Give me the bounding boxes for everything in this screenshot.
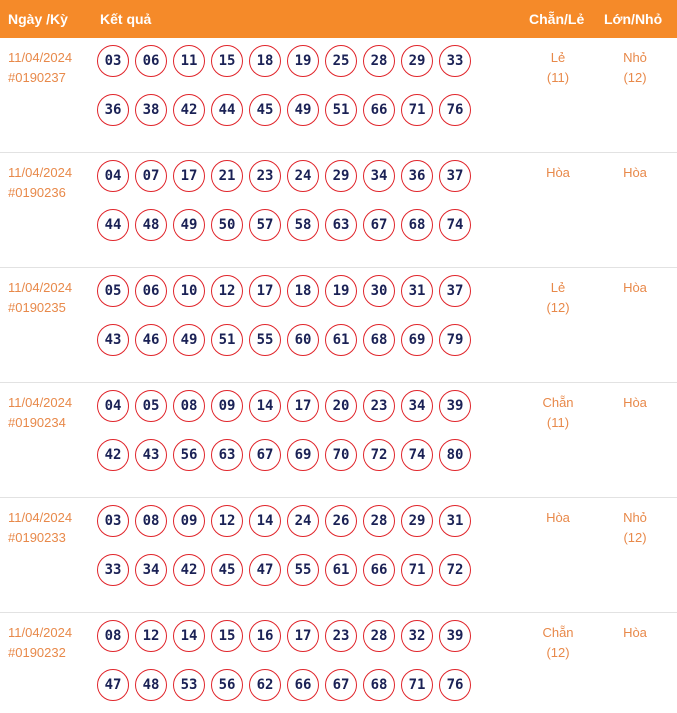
number-ball: 74 bbox=[401, 439, 433, 471]
number-ball: 62 bbox=[249, 669, 281, 701]
number-ball: 14 bbox=[249, 505, 281, 537]
result-balls bbox=[97, 160, 477, 241]
number-ball: 69 bbox=[401, 324, 433, 356]
number-ball: 47 bbox=[249, 554, 281, 586]
number-ball: 47 bbox=[97, 669, 129, 701]
draw-period: #0190233 bbox=[8, 530, 66, 545]
size-cell bbox=[605, 623, 665, 643]
table-row bbox=[0, 153, 677, 268]
number-ball: 76 bbox=[439, 94, 471, 126]
result-balls bbox=[97, 390, 477, 471]
number-ball: 39 bbox=[439, 390, 471, 422]
draw-period: #0190234 bbox=[8, 415, 66, 430]
parity-cell bbox=[528, 623, 588, 663]
number-ball: 36 bbox=[401, 160, 433, 192]
number-ball: 49 bbox=[173, 324, 205, 356]
number-ball: 68 bbox=[363, 324, 395, 356]
number-ball: 14 bbox=[173, 620, 205, 652]
number-ball: 79 bbox=[439, 324, 471, 356]
number-ball: 74 bbox=[439, 209, 471, 241]
number-ball: 29 bbox=[401, 45, 433, 77]
parity-value: Lẻ bbox=[550, 50, 566, 65]
number-ball: 05 bbox=[135, 390, 167, 422]
number-ball: 29 bbox=[401, 505, 433, 537]
date-cell bbox=[8, 393, 72, 433]
number-ball: 43 bbox=[97, 324, 129, 356]
number-ball: 80 bbox=[439, 439, 471, 471]
number-ball: 55 bbox=[249, 324, 281, 356]
number-ball: 68 bbox=[363, 669, 395, 701]
number-ball: 32 bbox=[401, 620, 433, 652]
number-ball: 18 bbox=[249, 45, 281, 77]
draw-date: 11/04/2024 bbox=[8, 510, 73, 525]
number-ball: 42 bbox=[173, 94, 205, 126]
parity-count: (12) bbox=[546, 300, 570, 315]
parity-value: Chẵn bbox=[542, 625, 574, 640]
number-ball: 04 bbox=[97, 390, 129, 422]
number-ball: 55 bbox=[287, 554, 319, 586]
number-ball: 49 bbox=[173, 209, 205, 241]
number-ball: 56 bbox=[173, 439, 205, 471]
number-ball: 38 bbox=[135, 94, 167, 126]
number-ball: 28 bbox=[363, 45, 395, 77]
number-ball: 19 bbox=[287, 45, 319, 77]
table-row bbox=[0, 38, 677, 153]
draw-date: 11/04/2024 bbox=[8, 625, 73, 640]
number-ball: 45 bbox=[249, 94, 281, 126]
date-cell bbox=[8, 48, 72, 88]
size-value: Nhỏ bbox=[623, 50, 647, 65]
date-cell bbox=[8, 623, 72, 663]
number-ball: 43 bbox=[135, 439, 167, 471]
results-table bbox=[0, 38, 677, 713]
number-ball: 28 bbox=[363, 505, 395, 537]
table-row bbox=[0, 383, 677, 498]
number-ball: 19 bbox=[325, 275, 357, 307]
number-ball: 44 bbox=[211, 94, 243, 126]
number-ball: 57 bbox=[249, 209, 281, 241]
number-ball: 71 bbox=[401, 94, 433, 126]
number-ball: 63 bbox=[325, 209, 357, 241]
draw-date: 11/04/2024 bbox=[8, 395, 73, 410]
number-ball: 50 bbox=[211, 209, 243, 241]
parity-cell bbox=[528, 508, 588, 528]
draw-date: 11/04/2024 bbox=[8, 50, 73, 65]
number-ball: 72 bbox=[363, 439, 395, 471]
number-ball: 03 bbox=[97, 505, 129, 537]
number-ball: 09 bbox=[173, 505, 205, 537]
size-value: Hòa bbox=[623, 395, 647, 410]
number-ball: 51 bbox=[211, 324, 243, 356]
number-ball: 23 bbox=[249, 160, 281, 192]
number-ball: 24 bbox=[287, 160, 319, 192]
number-ball: 18 bbox=[287, 275, 319, 307]
number-ball: 06 bbox=[135, 275, 167, 307]
number-ball: 60 bbox=[287, 324, 319, 356]
number-ball: 58 bbox=[287, 209, 319, 241]
number-ball: 26 bbox=[325, 505, 357, 537]
number-ball: 14 bbox=[249, 390, 281, 422]
size-value: Hòa bbox=[623, 625, 647, 640]
number-ball: 30 bbox=[363, 275, 395, 307]
number-ball: 23 bbox=[363, 390, 395, 422]
number-ball: 10 bbox=[173, 275, 205, 307]
number-ball: 51 bbox=[325, 94, 357, 126]
table-row bbox=[0, 268, 677, 383]
number-ball: 49 bbox=[287, 94, 319, 126]
number-ball: 37 bbox=[439, 160, 471, 192]
number-ball: 28 bbox=[363, 620, 395, 652]
number-ball: 12 bbox=[211, 505, 243, 537]
number-ball: 15 bbox=[211, 620, 243, 652]
size-cell bbox=[605, 508, 665, 548]
table-row bbox=[0, 613, 677, 713]
number-ball: 67 bbox=[249, 439, 281, 471]
table-row bbox=[0, 498, 677, 613]
draw-period: #0190237 bbox=[8, 70, 66, 85]
header-parity: Chẵn/Lẻ bbox=[529, 11, 585, 27]
header-date: Ngày /Kỳ bbox=[8, 11, 68, 27]
draw-date: 11/04/2024 bbox=[8, 280, 73, 295]
draw-date: 11/04/2024 bbox=[8, 165, 73, 180]
number-ball: 33 bbox=[97, 554, 129, 586]
number-ball: 04 bbox=[97, 160, 129, 192]
parity-count: (11) bbox=[546, 70, 570, 85]
number-ball: 17 bbox=[287, 390, 319, 422]
date-cell bbox=[8, 278, 72, 318]
size-cell bbox=[605, 278, 665, 298]
number-ball: 67 bbox=[325, 669, 357, 701]
number-ball: 31 bbox=[401, 275, 433, 307]
number-ball: 09 bbox=[211, 390, 243, 422]
number-ball: 12 bbox=[211, 275, 243, 307]
draw-period: #0190235 bbox=[8, 300, 66, 315]
parity-cell bbox=[528, 393, 588, 433]
draw-period: #0190236 bbox=[8, 185, 66, 200]
number-ball: 44 bbox=[97, 209, 129, 241]
number-ball: 66 bbox=[363, 554, 395, 586]
number-ball: 67 bbox=[363, 209, 395, 241]
number-ball: 72 bbox=[439, 554, 471, 586]
number-ball: 12 bbox=[135, 620, 167, 652]
size-cell bbox=[605, 48, 665, 88]
number-ball: 24 bbox=[287, 505, 319, 537]
number-ball: 17 bbox=[287, 620, 319, 652]
number-ball: 66 bbox=[363, 94, 395, 126]
parity-count: (11) bbox=[546, 415, 570, 430]
number-ball: 23 bbox=[325, 620, 357, 652]
number-ball: 08 bbox=[173, 390, 205, 422]
parity-cell bbox=[528, 278, 588, 318]
size-value: Nhỏ bbox=[623, 510, 647, 525]
number-ball: 34 bbox=[135, 554, 167, 586]
number-ball: 16 bbox=[249, 620, 281, 652]
number-ball: 69 bbox=[287, 439, 319, 471]
number-ball: 48 bbox=[135, 669, 167, 701]
size-count: (12) bbox=[623, 70, 647, 85]
draw-period: #0190232 bbox=[8, 645, 66, 660]
number-ball: 46 bbox=[135, 324, 167, 356]
parity-value: Chẵn bbox=[542, 395, 574, 410]
number-ball: 05 bbox=[97, 275, 129, 307]
number-ball: 15 bbox=[211, 45, 243, 77]
number-ball: 17 bbox=[249, 275, 281, 307]
number-ball: 07 bbox=[135, 160, 167, 192]
number-ball: 71 bbox=[401, 554, 433, 586]
number-ball: 36 bbox=[97, 94, 129, 126]
size-value: Hòa bbox=[623, 165, 647, 180]
number-ball: 61 bbox=[325, 324, 357, 356]
number-ball: 34 bbox=[401, 390, 433, 422]
header-result: Kết quả bbox=[100, 11, 152, 27]
header-size: Lớn/Nhỏ bbox=[604, 11, 663, 27]
number-ball: 11 bbox=[173, 45, 205, 77]
number-ball: 29 bbox=[325, 160, 357, 192]
size-cell bbox=[605, 163, 665, 183]
parity-value: Hòa bbox=[546, 510, 570, 525]
number-ball: 63 bbox=[211, 439, 243, 471]
number-ball: 61 bbox=[325, 554, 357, 586]
number-ball: 34 bbox=[363, 160, 395, 192]
number-ball: 66 bbox=[287, 669, 319, 701]
number-ball: 56 bbox=[211, 669, 243, 701]
number-ball: 71 bbox=[401, 669, 433, 701]
number-ball: 53 bbox=[173, 669, 205, 701]
number-ball: 31 bbox=[439, 505, 471, 537]
parity-value: Hòa bbox=[546, 165, 570, 180]
date-cell bbox=[8, 508, 72, 548]
result-balls bbox=[97, 45, 477, 126]
date-cell bbox=[8, 163, 72, 203]
parity-cell bbox=[528, 163, 588, 183]
number-ball: 45 bbox=[211, 554, 243, 586]
number-ball: 37 bbox=[439, 275, 471, 307]
size-cell bbox=[605, 393, 665, 413]
number-ball: 20 bbox=[325, 390, 357, 422]
number-ball: 17 bbox=[173, 160, 205, 192]
table-header bbox=[0, 0, 677, 38]
number-ball: 76 bbox=[439, 669, 471, 701]
parity-count: (12) bbox=[546, 645, 570, 660]
number-ball: 03 bbox=[97, 45, 129, 77]
number-ball: 70 bbox=[325, 439, 357, 471]
size-count: (12) bbox=[623, 530, 647, 545]
number-ball: 08 bbox=[97, 620, 129, 652]
number-ball: 08 bbox=[135, 505, 167, 537]
number-ball: 33 bbox=[439, 45, 471, 77]
size-value: Hòa bbox=[623, 280, 647, 295]
result-balls bbox=[97, 620, 477, 701]
number-ball: 39 bbox=[439, 620, 471, 652]
number-ball: 48 bbox=[135, 209, 167, 241]
number-ball: 42 bbox=[97, 439, 129, 471]
number-ball: 68 bbox=[401, 209, 433, 241]
parity-value: Lẻ bbox=[550, 280, 566, 295]
number-ball: 21 bbox=[211, 160, 243, 192]
number-ball: 42 bbox=[173, 554, 205, 586]
number-ball: 25 bbox=[325, 45, 357, 77]
number-ball: 06 bbox=[135, 45, 167, 77]
result-balls bbox=[97, 275, 477, 356]
result-balls bbox=[97, 505, 477, 586]
parity-cell bbox=[528, 48, 588, 88]
